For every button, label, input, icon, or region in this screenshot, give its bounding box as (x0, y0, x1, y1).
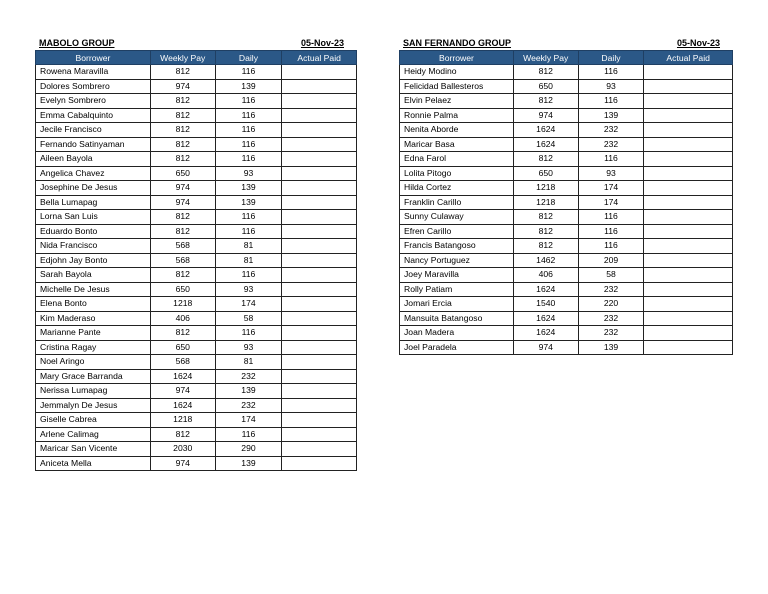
weekly-pay-cell[interactable]: 812 (150, 123, 215, 138)
table-row (400, 268, 733, 283)
daily-cell[interactable]: 116 (215, 137, 282, 152)
weekly-pay-cell[interactable]: 1218 (150, 413, 215, 428)
table-row (400, 253, 733, 268)
borrower-cell[interactable]: Josephine De Jesus (36, 181, 151, 196)
san-fernando-group-title: SAN FERNANDO GROUP (403, 38, 512, 48)
actual-paid-cell[interactable] (282, 442, 357, 457)
actual-paid-cell[interactable] (282, 413, 357, 428)
daily-cell[interactable]: 116 (578, 152, 644, 167)
borrower-cell[interactable]: Aniceta Mella (36, 456, 151, 471)
table-row (36, 427, 357, 442)
borrower-cell[interactable]: Francis Batangoso (400, 239, 514, 254)
daily-cell[interactable]: 232 (215, 398, 282, 413)
table-row (36, 456, 357, 471)
table-row (400, 65, 733, 80)
daily-cell[interactable]: 209 (578, 253, 644, 268)
borrower-cell[interactable]: Sunny Culaway (400, 210, 514, 225)
borrower-cell[interactable]: Joan Madera (400, 326, 514, 341)
weekly-pay-cell[interactable]: 1540 (513, 297, 578, 312)
actual-paid-cell[interactable] (282, 340, 357, 355)
table-row (36, 297, 357, 312)
actual-paid-cell[interactable] (644, 210, 733, 225)
table-row (36, 413, 357, 428)
daily-cell[interactable]: 116 (215, 123, 282, 138)
actual-paid-cell[interactable] (644, 239, 733, 254)
borrower-cell[interactable]: Mary Grace Barranda (36, 369, 151, 384)
actual-paid-cell[interactable] (644, 224, 733, 239)
borrower-cell[interactable]: Giselle Cabrea (36, 413, 151, 428)
borrower-cell[interactable]: Nenita Aborde (400, 123, 514, 138)
borrower-cell[interactable]: Rolly Patiam (400, 282, 514, 297)
actual-paid-cell[interactable] (644, 311, 733, 326)
daily-cell[interactable]: 116 (578, 210, 644, 225)
borrower-cell[interactable]: Aileen Bayola (36, 152, 151, 167)
daily-cell[interactable]: 139 (578, 108, 644, 123)
table-row (36, 340, 357, 355)
column-header-weekly-pay[interactable]: Weekly Pay (150, 51, 215, 65)
borrower-cell[interactable]: Emma Cabalquinto (36, 108, 151, 123)
table-row (400, 282, 733, 297)
weekly-pay-cell[interactable]: 812 (150, 65, 215, 80)
daily-cell[interactable]: 116 (215, 268, 282, 283)
san-fernando-table (399, 50, 733, 355)
actual-paid-cell[interactable] (282, 355, 357, 370)
borrower-cell[interactable]: Kim Maderaso (36, 311, 151, 326)
borrower-cell[interactable]: Cristina Ragay (36, 340, 151, 355)
column-header-weekly-pay[interactable]: Weekly Pay (513, 51, 578, 65)
weekly-pay-cell[interactable]: 812 (513, 152, 578, 167)
borrower-cell[interactable]: Edjohn Jay Bonto (36, 253, 151, 268)
borrower-cell[interactable]: Nida Francisco (36, 239, 151, 254)
san-fernando-title-row (399, 36, 733, 50)
weekly-pay-cell[interactable]: 812 (150, 268, 215, 283)
actual-paid-cell[interactable] (282, 384, 357, 399)
table-row (400, 166, 733, 181)
actual-paid-cell[interactable] (282, 427, 357, 442)
actual-paid-cell[interactable] (644, 166, 733, 181)
daily-cell[interactable]: 116 (215, 65, 282, 80)
table-row (36, 442, 357, 457)
weekly-pay-cell[interactable]: 1624 (150, 398, 215, 413)
table-row (36, 282, 357, 297)
daily-cell[interactable]: 116 (215, 427, 282, 442)
borrower-cell[interactable]: Hilda Cortez (400, 181, 514, 196)
column-header-daily[interactable]: Daily (215, 51, 282, 65)
table-row (36, 326, 357, 341)
borrower-cell[interactable]: Felicidad Ballesteros (400, 79, 514, 94)
daily-cell[interactable]: 139 (215, 79, 282, 94)
actual-paid-cell[interactable] (644, 79, 733, 94)
column-header-daily[interactable]: Daily (578, 51, 644, 65)
actual-paid-cell[interactable] (644, 253, 733, 268)
weekly-pay-cell[interactable]: 406 (150, 311, 215, 326)
table-row (36, 268, 357, 283)
actual-paid-cell[interactable] (644, 326, 733, 341)
weekly-pay-cell[interactable]: 1624 (513, 326, 578, 341)
borrower-cell[interactable]: Edna Farol (400, 152, 514, 167)
mabolo-group-date: 05-Nov-23 (300, 38, 344, 48)
actual-paid-cell[interactable] (644, 65, 733, 80)
actual-paid-cell[interactable] (282, 65, 357, 80)
borrower-cell[interactable]: Noel Aringo (36, 355, 151, 370)
san-fernando-group-date: 05-Nov-23 (676, 38, 720, 48)
weekly-pay-cell[interactable]: 568 (150, 239, 215, 254)
daily-cell[interactable]: 93 (578, 166, 644, 181)
weekly-pay-cell[interactable]: 974 (513, 340, 578, 355)
daily-cell[interactable]: 174 (215, 297, 282, 312)
borrower-cell[interactable]: Sarah Bayola (36, 268, 151, 283)
daily-cell[interactable]: 93 (578, 79, 644, 94)
weekly-pay-cell[interactable]: 812 (513, 65, 578, 80)
daily-cell[interactable]: 139 (215, 456, 282, 471)
table-row (400, 181, 733, 196)
actual-paid-cell[interactable] (282, 137, 357, 152)
weekly-pay-cell[interactable]: 650 (513, 79, 578, 94)
table-row (400, 195, 733, 210)
borrower-cell[interactable]: Nerissa Lumapag (36, 384, 151, 399)
borrower-cell[interactable]: Heidy Modino (400, 65, 514, 80)
table-row (400, 210, 733, 225)
table-row (36, 181, 357, 196)
weekly-pay-cell[interactable]: 812 (150, 108, 215, 123)
san-fernando-header-row (400, 51, 733, 65)
table-row (400, 152, 733, 167)
table-row (36, 311, 357, 326)
table-row (36, 123, 357, 138)
table-row (36, 239, 357, 254)
daily-cell[interactable]: 116 (215, 224, 282, 239)
borrower-cell[interactable]: Arlene Calimag (36, 427, 151, 442)
actual-paid-cell[interactable] (644, 282, 733, 297)
daily-cell[interactable]: 220 (578, 297, 644, 312)
daily-cell[interactable]: 174 (215, 413, 282, 428)
actual-paid-cell[interactable] (644, 268, 733, 283)
daily-cell[interactable]: 116 (578, 94, 644, 109)
san-fernando-group-sheet (399, 36, 733, 355)
daily-cell[interactable]: 116 (215, 210, 282, 225)
weekly-pay-cell[interactable]: 1624 (513, 282, 578, 297)
column-header-actual-paid[interactable]: Actual Paid (644, 51, 733, 65)
daily-cell[interactable]: 116 (215, 94, 282, 109)
actual-paid-cell[interactable] (644, 340, 733, 355)
actual-paid-cell[interactable] (644, 297, 733, 312)
weekly-pay-cell[interactable]: 1218 (150, 297, 215, 312)
daily-cell[interactable]: 58 (578, 268, 644, 283)
table-row (36, 369, 357, 384)
weekly-pay-cell[interactable]: 812 (150, 94, 215, 109)
daily-cell[interactable]: 232 (578, 137, 644, 152)
column-header-borrower[interactable]: Borrower (400, 51, 514, 65)
weekly-pay-cell[interactable]: 1218 (513, 181, 578, 196)
borrower-cell[interactable]: Elena Bonto (36, 297, 151, 312)
weekly-pay-cell[interactable]: 812 (150, 137, 215, 152)
table-row (36, 108, 357, 123)
column-header-actual-paid[interactable]: Actual Paid (282, 51, 357, 65)
daily-cell[interactable]: 174 (578, 195, 644, 210)
borrower-cell[interactable]: Joel Paradela (400, 340, 514, 355)
daily-cell[interactable]: 232 (578, 311, 644, 326)
actual-paid-cell[interactable] (644, 123, 733, 138)
borrower-cell[interactable]: Jecile Francisco (36, 123, 151, 138)
daily-cell[interactable]: 93 (215, 282, 282, 297)
table-row (400, 311, 733, 326)
weekly-pay-cell[interactable]: 1624 (513, 311, 578, 326)
weekly-pay-cell[interactable]: 812 (513, 210, 578, 225)
actual-paid-cell[interactable] (282, 108, 357, 123)
mabolo-header-row (36, 51, 357, 65)
borrower-cell[interactable]: Evelyn Sombrero (36, 94, 151, 109)
actual-paid-cell[interactable] (282, 326, 357, 341)
actual-paid-cell[interactable] (644, 94, 733, 109)
weekly-pay-cell[interactable]: 812 (513, 224, 578, 239)
actual-paid-cell[interactable] (644, 137, 733, 152)
actual-paid-cell[interactable] (282, 94, 357, 109)
table-row (400, 108, 733, 123)
actual-paid-cell[interactable] (644, 181, 733, 196)
weekly-pay-cell[interactable]: 650 (150, 282, 215, 297)
borrower-cell[interactable]: Bella Lumapag (36, 195, 151, 210)
borrower-cell[interactable]: Maricar Basa (400, 137, 514, 152)
actual-paid-cell[interactable] (282, 152, 357, 167)
weekly-pay-cell[interactable]: 1462 (513, 253, 578, 268)
borrower-cell[interactable]: Jomari Ercia (400, 297, 514, 312)
weekly-pay-cell[interactable]: 650 (150, 166, 215, 181)
table-row (400, 224, 733, 239)
mabolo-table (35, 50, 357, 471)
weekly-pay-cell[interactable]: 650 (513, 166, 578, 181)
borrower-cell[interactable]: Angelica Chavez (36, 166, 151, 181)
borrower-cell[interactable]: Rowena Maravilla (36, 65, 151, 80)
weekly-pay-cell[interactable]: 1624 (150, 369, 215, 384)
table-row (400, 239, 733, 254)
actual-paid-cell[interactable] (282, 210, 357, 225)
actual-paid-cell[interactable] (282, 181, 357, 196)
actual-paid-cell[interactable] (644, 152, 733, 167)
weekly-pay-cell[interactable]: 974 (513, 108, 578, 123)
borrower-cell[interactable]: Ronnie Palma (400, 108, 514, 123)
actual-paid-cell[interactable] (282, 268, 357, 283)
borrower-cell[interactable]: Nancy Portuguez (400, 253, 514, 268)
borrower-cell[interactable]: Elvin Pelaez (400, 94, 514, 109)
table-row (400, 94, 733, 109)
actual-paid-cell[interactable] (282, 123, 357, 138)
daily-cell[interactable]: 116 (578, 65, 644, 80)
daily-cell[interactable]: 81 (215, 253, 282, 268)
table-row (400, 79, 733, 94)
actual-paid-cell[interactable] (644, 195, 733, 210)
table-row (36, 398, 357, 413)
table-row (36, 384, 357, 399)
daily-cell[interactable]: 139 (215, 181, 282, 196)
actual-paid-cell[interactable] (282, 456, 357, 471)
table-row (36, 355, 357, 370)
weekly-pay-cell[interactable]: 812 (513, 239, 578, 254)
borrower-cell[interactable]: Fernando Satinyaman (36, 137, 151, 152)
daily-cell[interactable]: 93 (215, 166, 282, 181)
table-row (36, 152, 357, 167)
mabolo-title-row (35, 36, 357, 50)
actual-paid-cell[interactable] (282, 297, 357, 312)
weekly-pay-cell[interactable]: 568 (150, 253, 215, 268)
borrower-cell[interactable]: Efren Carillo (400, 224, 514, 239)
table-row (36, 65, 357, 80)
daily-cell[interactable]: 290 (215, 442, 282, 457)
daily-cell[interactable]: 232 (578, 123, 644, 138)
borrower-cell[interactable]: Maricar San Vicente (36, 442, 151, 457)
weekly-pay-cell[interactable]: 1624 (513, 137, 578, 152)
daily-cell[interactable]: 232 (578, 282, 644, 297)
weekly-pay-cell[interactable]: 1218 (513, 195, 578, 210)
weekly-pay-cell[interactable]: 812 (513, 94, 578, 109)
table-row (36, 224, 357, 239)
weekly-pay-cell[interactable]: 974 (150, 384, 215, 399)
daily-cell[interactable]: 93 (215, 340, 282, 355)
actual-paid-cell[interactable] (282, 369, 357, 384)
daily-cell[interactable]: 116 (578, 239, 644, 254)
actual-paid-cell[interactable] (282, 79, 357, 94)
table-row (400, 137, 733, 152)
daily-cell[interactable]: 232 (578, 326, 644, 341)
weekly-pay-cell[interactable]: 974 (150, 195, 215, 210)
weekly-pay-cell[interactable]: 974 (150, 79, 215, 94)
borrower-cell[interactable]: Dolores Sombrero (36, 79, 151, 94)
borrower-cell[interactable]: Jemmalyn De Jesus (36, 398, 151, 413)
table-row (400, 297, 733, 312)
borrower-cell[interactable]: Lorna San Luis (36, 210, 151, 225)
daily-cell[interactable]: 116 (215, 326, 282, 341)
daily-cell[interactable]: 174 (578, 181, 644, 196)
borrower-cell[interactable]: Franklin Carillo (400, 195, 514, 210)
mabolo-group-sheet (35, 36, 357, 471)
weekly-pay-cell[interactable]: 974 (150, 456, 215, 471)
table-row (400, 340, 733, 355)
weekly-pay-cell[interactable]: 812 (150, 326, 215, 341)
table-row (400, 123, 733, 138)
column-header-borrower[interactable]: Borrower (36, 51, 151, 65)
table-row (36, 210, 357, 225)
weekly-pay-cell[interactable]: 2030 (150, 442, 215, 457)
weekly-pay-cell[interactable]: 568 (150, 355, 215, 370)
daily-cell[interactable]: 116 (215, 152, 282, 167)
daily-cell[interactable]: 81 (215, 239, 282, 254)
daily-cell[interactable]: 81 (215, 355, 282, 370)
daily-cell[interactable]: 232 (215, 369, 282, 384)
weekly-pay-cell[interactable]: 812 (150, 224, 215, 239)
weekly-pay-cell[interactable]: 974 (150, 181, 215, 196)
daily-cell[interactable]: 116 (215, 108, 282, 123)
table-row (36, 253, 357, 268)
actual-paid-cell[interactable] (282, 195, 357, 210)
actual-paid-cell[interactable] (282, 398, 357, 413)
actual-paid-cell[interactable] (282, 224, 357, 239)
table-row (36, 166, 357, 181)
borrower-cell[interactable]: Joey Maravilla (400, 268, 514, 283)
mabolo-group-title: MABOLO GROUP (39, 38, 115, 48)
daily-cell[interactable]: 139 (578, 340, 644, 355)
borrower-cell[interactable]: Eduardo Bonto (36, 224, 151, 239)
borrower-cell[interactable]: Michelle De Jesus (36, 282, 151, 297)
table-row (400, 326, 733, 341)
actual-paid-cell[interactable] (282, 282, 357, 297)
table-row (36, 137, 357, 152)
actual-paid-cell[interactable] (282, 311, 357, 326)
daily-cell[interactable]: 58 (215, 311, 282, 326)
actual-paid-cell[interactable] (282, 166, 357, 181)
borrower-cell[interactable]: Marianne Pante (36, 326, 151, 341)
daily-cell[interactable]: 139 (215, 195, 282, 210)
table-row (36, 94, 357, 109)
weekly-pay-cell[interactable]: 812 (150, 210, 215, 225)
actual-paid-cell[interactable] (282, 239, 357, 254)
borrower-cell[interactable]: Mansuita Batangoso (400, 311, 514, 326)
daily-cell[interactable]: 139 (215, 384, 282, 399)
weekly-pay-cell[interactable]: 812 (150, 152, 215, 167)
actual-paid-cell[interactable] (282, 253, 357, 268)
daily-cell[interactable]: 116 (578, 224, 644, 239)
weekly-pay-cell[interactable]: 406 (513, 268, 578, 283)
actual-paid-cell[interactable] (644, 108, 733, 123)
weekly-pay-cell[interactable]: 650 (150, 340, 215, 355)
table-row (36, 79, 357, 94)
borrower-cell[interactable]: Lolita Pitogo (400, 166, 514, 181)
weekly-pay-cell[interactable]: 812 (150, 427, 215, 442)
weekly-pay-cell[interactable]: 1624 (513, 123, 578, 138)
table-row (36, 195, 357, 210)
